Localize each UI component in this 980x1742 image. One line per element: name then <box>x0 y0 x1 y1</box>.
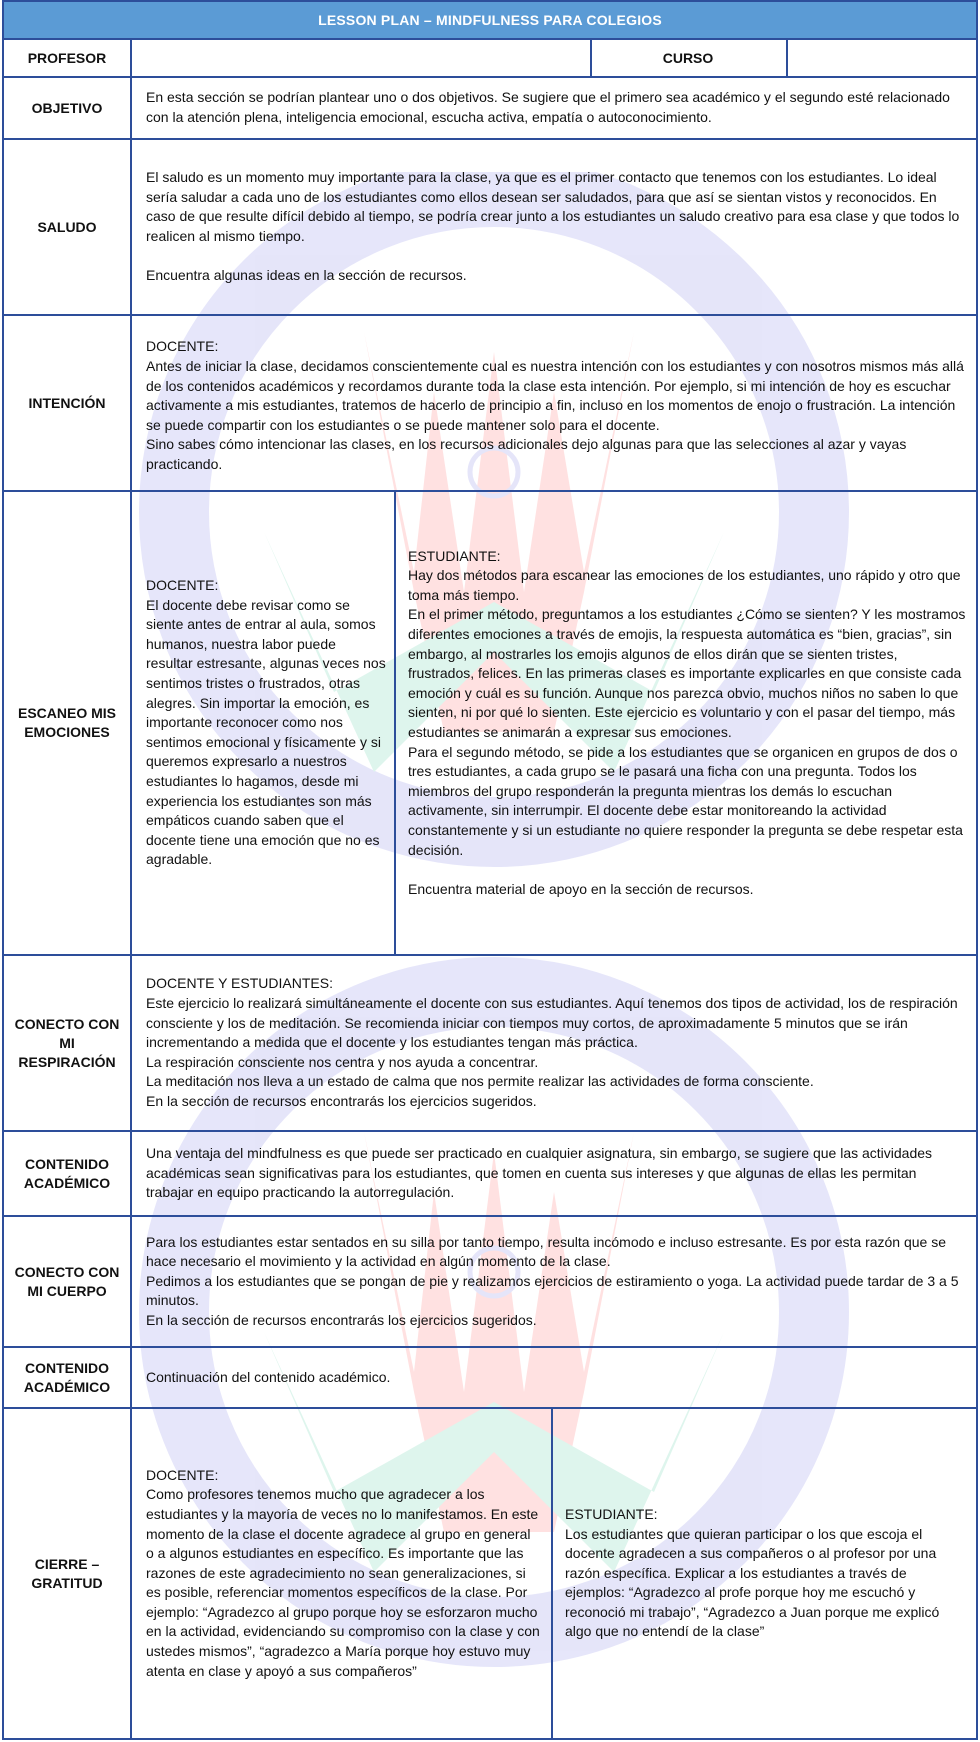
saludo-content <box>132 140 976 314</box>
intencion-resources-note: Sino sabes cómo intencionar las clases, en los recursos adicionales dejo algunas para que las selecciones al azar y vayas practicando. <box>146 436 907 472</box>
respiracion-heading: DOCENTE Y ESTUDIANTES: <box>146 975 333 992</box>
cierre-label: CIERRE – GRATITUD <box>4 1409 132 1738</box>
contenido-academico-row <box>4 1132 976 1217</box>
cuerpo-content <box>132 1217 976 1346</box>
contenido-academico-continuacion-content <box>132 1348 976 1407</box>
contenido-academico-continuacion-row <box>4 1348 976 1409</box>
respiracion-row <box>4 956 976 1132</box>
contenido-academico-continuacion-label: CONTENIDO ACADÉMICO <box>4 1348 132 1407</box>
objetivo-label: OBJETIVO <box>4 78 132 138</box>
cierre-docente-heading: DOCENTE: <box>146 1466 219 1483</box>
saludo-row <box>4 140 976 316</box>
profesor-field[interactable] <box>132 40 590 76</box>
cierre-estudiante-text: Los estudiantes que quieran participar o los que escoja el docente agradecen a sus compañeros o al profesor por una razón específica. Explicar a los estudiantes a través de ejemplos: “Agradezco al profe porque hoy me escuchó y reconoció mi trabajo”, “Agradezco a Juan porque me explicó algo que no entendí de la clase” <box>565 1525 940 1640</box>
cuerpo-label: CONECTO CON MI CUERPO <box>4 1217 132 1346</box>
cuerpo-resources-note: En la sección de recursos encontrarás los ejercicios sugeridos. <box>146 1311 537 1328</box>
escaneo-primer-metodo: En el primer método, preguntamos a los estudiantes ¿Cómo se sienten? Y les mostramos diferentes emociones a través de emojis, la respuesta automática es “bien, gracias”, sin embargo, al mostrarles los emojis algunos de ellos dirán que se sienten tristes, frustrados, felices. En las primeras clases es importante explicarles en que consiste cada emoción y cuál es su función. Aunque nos parezca obvio, muchos niños no saben lo que sienten, ni por qué lo sienten. Este ejercicio es voluntario y con el pasar del tiempo, más estudiantes se animarán a expresar sus emociones. <box>408 606 966 740</box>
objetivo-content <box>132 78 976 138</box>
escaneo-docente-heading: DOCENTE: <box>146 577 219 594</box>
respiracion-consciente: La respiración consciente nos centra y nos ayuda a concentrar. <box>146 1053 539 1070</box>
intencion-heading: DOCENTE: <box>146 338 219 355</box>
cuerpo-row <box>4 1217 976 1348</box>
escaneo-label: ESCANEO MIS EMOCIONES <box>4 492 132 954</box>
cierre-docente-cell <box>132 1409 553 1738</box>
escaneo-estudiante-cell <box>396 492 976 954</box>
cierre-estudiante-heading: ESTUDIANTE: <box>565 1505 658 1522</box>
saludo-label: SALUDO <box>4 140 132 314</box>
escaneo-docente-cell <box>132 492 396 954</box>
contenido-academico-content <box>132 1132 976 1215</box>
escaneo-resources-note: Encuentra material de apoyo en la sección de recursos. <box>408 880 754 897</box>
intencion-label: INTENCIÓN <box>4 316 132 490</box>
objetivo-text: En esta sección se podrían plantear uno o dos objetivos. Se sugiere que el primero sea académico y el segundo esté relacionado con la atención plena, inteligencia emocional, escucha activa, empatía o autoconocimiento. <box>146 89 950 125</box>
header-row <box>4 40 976 78</box>
profesor-label: PROFESOR <box>4 40 132 76</box>
objetivo-row <box>4 78 976 140</box>
escaneo-docente-text: El docente debe revisar como se siente antes de entrar al aula, somos humanos, nuestra labor puede resultar estresante, algunas veces nos sentimos tristes o frustrados, otras alegres. Sin importar la emoción, es importante reconocer como nos sentimos emocional y físicamente y si queremos expresarlo a nuestros estudiantes lo hagamos, desde mi experiencia los estudiantes son más empáticos cuando saben que el docente tiene una emoción que no es agradable. <box>146 596 386 868</box>
contenido-academico-text: Una ventaja del mindfulness es que puede ser practicado en cualquier asignatura, sin embargo, se sugiere que las actividades académicas sean significativas para los estudiantes, que tomen en cuenta sus intereses y que algunas de ellas les permitan trabajar en equipo practicando la autorregulación. <box>146 1145 933 1201</box>
cierre-estudiante-cell <box>553 1409 976 1738</box>
intencion-row <box>4 316 976 492</box>
intencion-paragraph: Antes de iniciar la clase, decidamos conscientemente cual es nuestra intención con los estudiantes y con nosotros mismos más allá de los contenidos académicos y recordamos durante toda la clase esta intención. Por ejemplo, si mi intención de hoy es escuchar activamente a mis estudiantes, tratemos de hacerlo de principio a fin, incluso en los momentos de enojo o frustración. La intención se puede compartir con los estudiantes o se puede mantener solo para el docente. <box>146 358 964 433</box>
cierre-docente-text: Como profesores tenemos mucho que agradecer a los estudiantes y la mayoría de veces no lo manifestamos. En este momento de la clase el docente agradece al grupo en general o a algunos estudiantes en específico. Es importante que las razones de este agradecimiento no sean generalizaciones, si es posible, referenciar momentos específicos de la clase. Por ejemplo: “Agradezco al grupo porque hoy se esforzaron mucho en la actividad, evidenciando su compromiso con la clase y con ustedes mismos”, “agradezco a María porque hoy estuvo muy atenta en clase y apoyó a sus compañeros” <box>146 1486 540 1679</box>
escaneo-estudiante-heading: ESTUDIANTE: <box>408 547 501 564</box>
lesson-plan-table <box>2 0 978 1740</box>
respiracion-label: CONECTO CON MI RESPIRACIÓN <box>4 956 132 1130</box>
escaneo-metodos-intro: Hay dos métodos para escanear las emociones de los estudiantes, uno rápido y otro que toma más tiempo. <box>408 567 961 603</box>
respiracion-paragraph: Este ejercicio lo realizará simultáneamente el docente con sus estudiantes. Aquí tenemos dos tipos de actividad, los de respiración consciente y los de meditación. Se recomienda iniciar con tiempos muy cortos, de aproximadamente 5 minutos que se irán incrementando a medida que el docente y los estudiantes tengan más práctica. <box>146 995 958 1051</box>
cierre-row <box>4 1409 976 1738</box>
saludo-paragraph: El saludo es un momento muy importante para la clase, ya que es el primer contacto que tenemos con los estudiantes. Lo ideal sería saludar a cada uno de los estudiantes como ellos desean ser saludados, para que así se sientan vistos y reconocidos. En caso de que resulte difícil debido al tiempo, se podría crear junto a los estudiantes un saludo creativo para esa clase y que todos lo realicen al mismo tiempo. <box>146 169 960 244</box>
saludo-resources-note: Encuentra algunas ideas en la sección de recursos. <box>146 267 467 284</box>
curso-label: CURSO <box>662 50 714 66</box>
cuerpo-paragraph: Para los estudiantes estar sentados en su silla por tanto tiempo, resulta incómodo e incluso estresante. Es por esta razón que se hace necesario el movimiento y la actividad en algún momento de la clase. <box>146 1233 947 1270</box>
escaneo-segundo-metodo: Para el segundo método, se pide a los estudiantes que se organicen en grupos de dos o tres estudiantes, a cada grupo se le pasará una ficha con una pregunta. Todos los miembros del grupo responderán la pregunta mientras los demás lo escuchan activamente, sin interrumpir. El docente debe estar monitoreando la actividad constantemente y si un estudiante no quiere responder la pregunta se debe respetar esta decisión. <box>408 743 963 858</box>
page-title: LESSON PLAN – MINDFULNESS PARA COLEGIOS <box>4 2 976 40</box>
escaneo-row <box>4 492 976 956</box>
cuerpo-estiramiento: Pedimos a los estudiantes que se pongan de pie y realizamos ejercicios de estiramiento o yoga. La actividad puede tardar de 3 a 5 minutos. <box>146 1272 959 1309</box>
contenido-academico-label: CONTENIDO ACADÉMICO <box>4 1132 132 1215</box>
curso-field[interactable] <box>788 40 976 76</box>
respiracion-resources-note: En la sección de recursos encontrarás los ejercicios sugeridos. <box>146 1092 537 1109</box>
intencion-content <box>132 316 976 490</box>
respiracion-content <box>132 956 976 1130</box>
contenido-academico-continuacion-text: Continuación del contenido académico. <box>146 1368 391 1385</box>
respiracion-meditacion: La meditación nos lleva a un estado de calma que nos permite realizar las actividades de forma consciente. <box>146 1073 814 1090</box>
